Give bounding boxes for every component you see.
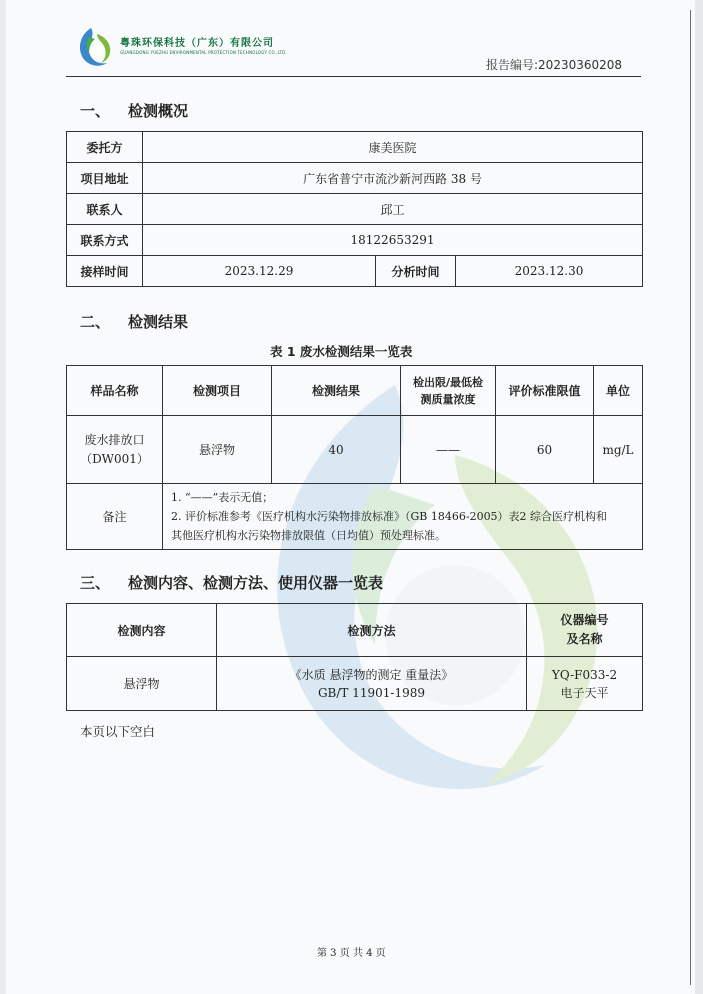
detection-limit-cell: —— [401,416,496,484]
address-label: 项目地址 [67,163,143,194]
company-name: 粤珠环保科技（广东）有限公司 [120,38,274,49]
methods-table [66,603,643,711]
col-instrument [527,604,643,657]
contact-label: 联系人 [67,194,143,225]
report-number: 报告编号:20230360208 [486,58,623,72]
col-detection-limit [401,366,496,416]
section-2-title [80,311,188,332]
receive-time-value: 2023.12.29 [143,256,376,287]
page-footer: 第 3 页 共 4 页 [317,948,386,959]
remark-1: 1. “——”表示无值； [171,491,274,504]
analysis-time-label: 分析时间 [376,256,456,287]
section-2-heading: 检测结果 [128,313,189,331]
col-sample-name: 样品名称 [67,366,163,416]
table-row [67,163,643,194]
section-1-number: 一、 [80,102,111,120]
test-method-line2: GB/T 11901-1989 [317,685,426,700]
blank-below-note: 本页以下空白 [80,724,156,739]
instrument-line1: YQ-F033-2 [551,667,618,682]
standard-limit-cell: 60 [496,416,594,484]
col-result: 检测结果 [272,366,401,416]
col-test-content: 检测内容 [67,604,217,657]
unit-cell: mg/L [594,416,643,484]
table-row [67,657,643,711]
section-1-heading: 检测概况 [128,102,189,120]
section-3-number: 三、 [80,574,111,592]
phone-value: 18122653291 [143,225,643,256]
client-label: 委托方 [67,132,143,163]
col-instrument-line1: 仪器编号 [560,613,609,627]
col-detection-limit-line2: 测质量浓度 [420,392,476,406]
remarks-row [67,484,643,550]
overview-table [66,131,643,287]
company-logo-icon [76,26,114,68]
table-header-row [67,604,643,657]
instrument-line2: 电子天平 [560,685,609,700]
col-standard-limit: 评价标准限值 [496,366,594,416]
table-row [67,194,643,225]
section-1-title [80,100,188,121]
section-3-heading: 检测内容、检测方法、使用仪器一览表 [128,574,384,592]
page-right-line [690,10,691,985]
remark-2-line1: 2. 评价标准参考《医疗机构水污染物排放标准》（GB 18466-2005）表2 综合医疗机构和 [171,510,608,523]
table-1-caption: 表 1 废水检测结果一览表 [270,344,413,359]
instrument-cell [527,657,643,711]
sample-name-cell [67,416,163,484]
phone-label: 联系方式 [67,225,143,256]
test-method-cell [217,657,527,711]
col-test-item: 检测项目 [163,366,272,416]
table-row [67,225,643,256]
col-instrument-line2: 及名称 [566,632,603,646]
section-3-title [80,572,383,593]
test-method-line1: 《水质 悬浮物的测定 重量法》 [289,667,454,682]
header-divider [66,76,641,77]
contact-value: 邱工 [143,194,643,225]
table-row [67,416,643,484]
remark-2-line2: 其他医疗机构水污染物排放限值（日均值）预处理标准。 [171,529,446,542]
address-value: 广东省普宁市流沙新河西路 38 号 [143,163,643,194]
col-unit: 单位 [594,366,643,416]
result-cell: 40 [272,416,401,484]
company-name-en: GUANGDONG YUEZHU ENVIRONMENTAL PROTECTION TECHNOLOGY CO.,LTD. [120,50,287,55]
test-item-cell: 悬浮物 [163,416,272,484]
client-value: 康美医院 [143,132,643,163]
remarks-cell [163,484,643,550]
analysis-time-value: 2023.12.30 [456,256,643,287]
receive-time-label: 接样时间 [67,256,143,287]
remarks-label: 备注 [67,484,163,550]
test-content-cell: 悬浮物 [67,657,217,711]
page-left-edge [0,0,6,994]
sample-name-line2: （DW001） [80,451,149,466]
table-row [67,256,643,287]
table-row [67,132,643,163]
page-right-edge [695,0,703,994]
results-table [66,365,643,550]
col-detection-limit-line1: 检出限/最低检 [412,375,484,389]
sample-name-line1: 废水排放口 [84,432,145,447]
col-test-method: 检测方法 [217,604,527,657]
table-header-row [67,366,643,416]
section-2-number: 二、 [80,313,111,331]
